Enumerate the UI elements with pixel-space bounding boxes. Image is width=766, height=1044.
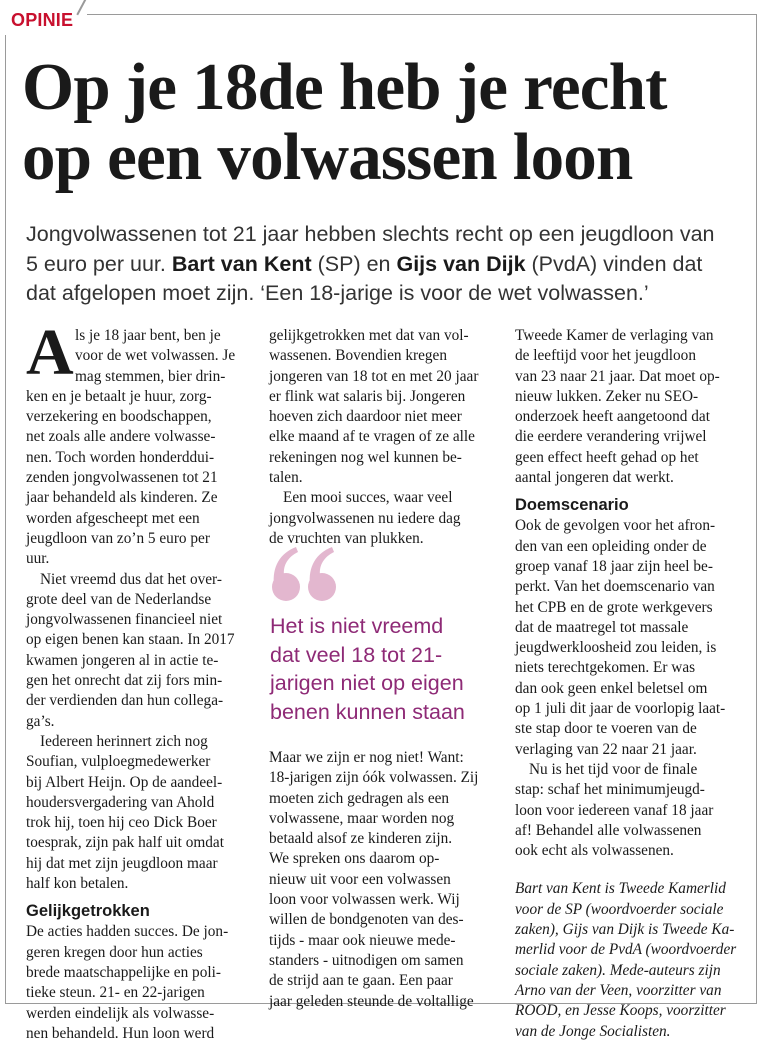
- body-text-line: nieuw lukken. Zeker nu SEO-: [515, 387, 699, 405]
- intro-paragraph: [26, 220, 746, 309]
- intro-text: 5 euro per uur.: [26, 251, 172, 276]
- body-text-line: Niet vreemd dus dat het over-: [40, 570, 222, 588]
- body-text-line: rekeningen nog wel kunnen be-: [269, 448, 462, 466]
- body-text-line: standers - uitnodigen om samen: [269, 951, 464, 969]
- body-text-line: elke maand af te vragen of ze alle: [269, 428, 475, 446]
- headline-line: Op je 18de heb je recht: [22, 50, 667, 124]
- pull-quote-line: dat veel 18 tot 21-: [270, 642, 443, 667]
- body-text-line: nieuw uit voor een volwassen: [269, 870, 451, 888]
- body-text-line: groep vanaf 18 jaar zijn heel be-: [515, 557, 713, 575]
- body-text-line: der verdienden dan hun collega-: [26, 692, 224, 710]
- body-text-line: perkt. Van het doemscenario van: [515, 578, 715, 596]
- double-quote-icon: [270, 545, 340, 605]
- body-text-line: het CPB en de grote werkgevers: [515, 598, 713, 616]
- body-text-line: jeugdloon van zo’n 5 euro per: [26, 529, 210, 547]
- body-text-line: toesprak, zijn pak half uit omdat: [26, 834, 224, 852]
- body-text-line: niets terechtgekomen. Er was: [515, 659, 696, 677]
- author-note-line: merlid voor de PvdA (woordvoerder: [515, 941, 737, 959]
- subheading: Gelijkgetrokken: [26, 902, 150, 921]
- article-column-3: [515, 326, 747, 1042]
- body-text-line: Iedereen herinnert zich nog: [40, 732, 208, 750]
- body-text-line: stap: schaf het minimumjeugd-: [515, 781, 705, 799]
- intro-line: [26, 220, 746, 250]
- author-note-line: Arno van der Veen, voorzitter van: [515, 981, 722, 999]
- pull-quote: [270, 612, 500, 726]
- pull-quote-line: Het is niet vreemd: [270, 614, 444, 638]
- body-text-line: op eigen benen kan staan. In 2017: [26, 631, 235, 649]
- author-note-line: ROOD, en Jesse Koops, voorzitter: [515, 1002, 726, 1020]
- body-text-line: de leeftijd voor het jeugdloon: [515, 347, 696, 365]
- pull-quote-line: jarigen niet op eigen: [270, 671, 464, 695]
- body-text-line: ls je 18 jaar bent, ben je: [75, 327, 221, 344]
- body-text-line: tieke steun. 21- en 22-jarigen: [26, 984, 205, 1002]
- body-text-line: kwamen jongeren al in actie te-: [26, 651, 219, 669]
- headline-line: op een volwassen loon: [22, 120, 633, 194]
- article-column-2-lower: [269, 748, 501, 1012]
- article-column-1: [26, 316, 258, 1044]
- body-text-line: den van een opleiding onder de: [515, 537, 707, 555]
- body-text-line: Soufian, vulploegmedewerker: [26, 753, 211, 771]
- body-text-line: de strijd aan te gaan. Een paar: [269, 972, 453, 990]
- body-text-line: gelijkgetrokken met dat van vol-: [269, 327, 469, 344]
- body-text-line: tijds - maar ook nieuwe mede-: [269, 931, 456, 949]
- body-text-line: ook echt als volwassenen.: [515, 842, 674, 860]
- body-text-line: ste stap door te voeren van de: [515, 720, 697, 738]
- body-text-line: Maar we zijn er nog niet! Want:: [269, 749, 464, 766]
- body-text-line: 18-jarigen zijn óók volwassen. Zij: [269, 769, 479, 787]
- author-note-line: sociale zaken). Mede-auteurs zijn: [515, 961, 721, 979]
- intro-text: dat afgelopen moet zijn. ‘Een 18-jarige is voor de wet volwassen.’: [26, 281, 649, 305]
- body-text-line: half kon betalen.: [26, 875, 129, 893]
- body-text-line: de vruchten van plukken.: [269, 529, 424, 547]
- body-text-line: verzekering en boodschappen,: [26, 408, 212, 426]
- body-text-line: loon voor iedereen vanaf 18 jaar: [515, 801, 714, 819]
- body-text-line: jongeren van 18 tot en met 20 jaar: [269, 367, 479, 385]
- body-text-line: loon voor volwassen werk. Wij: [269, 891, 460, 909]
- body-text-line: werden eindelijk als volwasse-: [26, 1004, 215, 1022]
- body-text-line: uur.: [26, 550, 50, 568]
- author-note-line: van de Jonge Socialisten.: [515, 1022, 671, 1040]
- intro-text: (SP) en: [311, 251, 397, 276]
- body-text-line: bij Albert Heijn. Op de aandeel-: [26, 773, 223, 791]
- headline: [22, 52, 742, 192]
- body-text-line: nen. Toch worden honderddui-: [26, 448, 215, 466]
- body-text-line: hoeven zich daardoor niet meer: [269, 408, 462, 426]
- section-tag: OPINIE: [5, 5, 87, 35]
- body-text-line: geren kregen door hun acties: [26, 943, 203, 961]
- body-text-line: moeten zich gedragen als een: [269, 789, 450, 807]
- body-text-line: dan ook geen enkel beletsel om: [515, 679, 708, 697]
- body-text-line: dat de maatregel tot massale: [515, 618, 689, 636]
- body-text-line: voor de wet volwassen. Je: [75, 347, 236, 365]
- body-text-line: die eerdere verandering vrijwel: [515, 428, 707, 446]
- body-text-line: verlaging van 22 naar 21 jaar.: [515, 740, 697, 758]
- body-text-line: trok hij, toen hij ceo Dick Boer: [26, 814, 217, 832]
- pull-quote-line: benen kunnen staan: [270, 699, 465, 724]
- body-text-line: zenden jongvolwassenen tot 21: [26, 469, 218, 487]
- author-name: Bart van Kent: [171, 251, 312, 276]
- body-text-line: wassenen. Bovendien kregen: [269, 347, 447, 365]
- body-text-line: Ook de gevolgen voor het afron-: [515, 517, 716, 535]
- body-text-line: jaar geleden steunde de voltallige: [269, 992, 474, 1010]
- body-text-line: De acties hadden succes. De jon-: [26, 923, 229, 941]
- drop-cap: A: [26, 316, 74, 389]
- author-note-line: Bart van Kent is Tweede Kamerlid: [515, 880, 726, 898]
- body-text-line: geen effect heeft gehad op het: [515, 448, 699, 466]
- body-text-line: aantal jongeren dat werkt.: [515, 469, 674, 487]
- body-text-line: jongvolwassenen nu iedere dag: [269, 509, 461, 527]
- intro-text: Jongvolwassenen tot 21 jaar hebben slechts recht op een jeugdloon van: [26, 222, 715, 246]
- body-text-line: Nu is het tijd voor de finale: [529, 760, 698, 778]
- body-text-line: jeugdwerkloosheid zou leiden, is: [515, 639, 717, 657]
- body-text-line: jongvolwassenen financieel niet: [26, 611, 223, 629]
- body-text-line: ga’s.: [26, 712, 55, 730]
- body-text-line: talen.: [269, 469, 303, 487]
- author-name: Gijs van Dijk: [396, 251, 526, 276]
- body-text-line: van 23 naar 21 jaar. Dat moet op-: [515, 367, 720, 385]
- body-text-line: brede maatschappelijke en poli-: [26, 963, 221, 981]
- body-text-line: onderzoek heeft aangetoond dat: [515, 408, 710, 426]
- intro-text: (PvdA) vinden dat: [525, 251, 703, 276]
- body-text-line: willen de bondgenoten van des-: [269, 911, 464, 929]
- body-text-line: jaar behandeld als kinderen. Ze: [26, 489, 218, 507]
- body-text-line: betaald alsof ze kinderen zijn.: [269, 830, 453, 848]
- intro-line: [26, 279, 746, 309]
- body-text-line: net zoals alle andere volwasse-: [26, 428, 216, 446]
- body-text-line: We spreken ons daarom op-: [269, 850, 440, 868]
- body-text-line: nen behandeld. Hun loon werd: [26, 1024, 215, 1042]
- body-text-line: houdersvergadering van Ahold: [26, 793, 215, 811]
- body-text-line: op 1 juli dit jaar de voorlopig laat-: [515, 700, 726, 718]
- intro-line: [26, 250, 746, 280]
- article-column-2: [269, 326, 501, 549]
- body-text-line: volwassene, maar worden nog: [269, 809, 455, 827]
- body-text-line: hij dat met zijn jeugdloon maar: [26, 854, 218, 872]
- body-text-line: Een mooi succes, waar veel: [283, 489, 453, 507]
- author-note-line: voor de SP (woordvoerder sociale: [515, 900, 724, 918]
- body-text-line: grote deel van de Nederlandse: [26, 590, 212, 608]
- body-text-line: ken en je betaalt je huur, zorg-: [26, 387, 212, 405]
- body-text-line: af! Behandel alle volwassenen: [515, 821, 702, 839]
- body-text-line: worden afgescheept met een: [26, 509, 200, 527]
- body-text-line: er flink wat salaris bij. Jongeren: [269, 387, 466, 405]
- body-text-line: Tweede Kamer de verlaging van: [515, 327, 714, 344]
- body-text-line: gen het onrecht dat zij fors min-: [26, 672, 223, 690]
- body-text-line: mag stemmen, bier drin-: [75, 367, 226, 385]
- author-note-line: zaken), Gijs van Dijk is Tweede Ka-: [515, 921, 735, 939]
- subheading: Doemscenario: [515, 496, 629, 515]
